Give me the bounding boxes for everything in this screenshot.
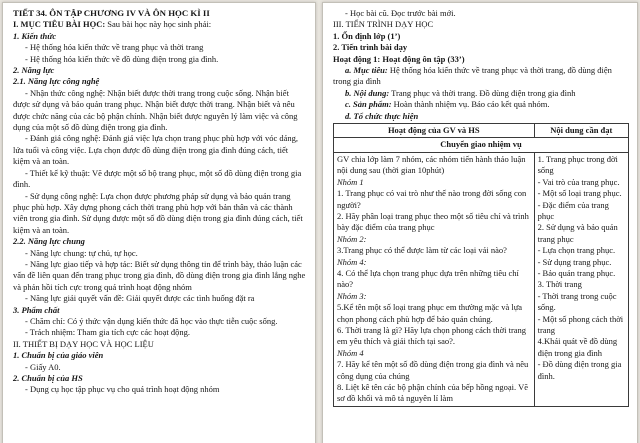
paragraph	[333, 88, 629, 99]
paragraph-text: 1. Chuẩn bị của giáo viên	[13, 350, 104, 361]
paragraph	[538, 188, 625, 199]
table-header-content: Nội dung cần đạt	[534, 124, 628, 138]
paragraph	[538, 177, 625, 188]
paragraph	[538, 154, 625, 177]
paragraph-label: a. Mục tiêu:	[345, 65, 388, 76]
document-page-right	[322, 2, 638, 443]
paragraph-text: - Chăm chỉ: Có ý thức vận dụng kiến thức đã học vào thực tiễn cuộc sống.	[25, 315, 278, 326]
table-header-row	[334, 124, 629, 138]
paragraph	[337, 302, 531, 325]
lesson-plan-table	[333, 123, 629, 407]
paragraph	[337, 359, 531, 382]
paragraph	[337, 268, 531, 291]
paragraph	[333, 31, 629, 42]
paragraph-text: 1. Kiến thức	[13, 30, 57, 41]
paragraph-text: - Đặc điểm của trang phục	[537, 199, 609, 221]
paragraph-text: Sau bài học này học sinh phải:	[107, 19, 212, 30]
paragraph	[13, 316, 307, 327]
paragraph	[333, 19, 629, 30]
paragraph	[337, 245, 531, 256]
paragraph-text: - Vai trò của trang phục.	[537, 176, 620, 187]
paragraph	[337, 257, 531, 268]
paragraph	[13, 54, 307, 65]
paragraph-text: - Sử dụng trang phục.	[537, 256, 612, 267]
paragraph-text: - Đồ dùng điện trong gia đình.	[537, 359, 622, 381]
paragraph	[337, 291, 531, 302]
paragraph-text: - Học bài cũ. Đọc trước bài mới.	[345, 8, 456, 18]
table-cell-activities	[334, 152, 535, 406]
paragraph	[13, 327, 307, 338]
paragraph-text: - Năng lực giải quyết vấn đề: Giải quyết được các tình huống đặt ra	[25, 293, 255, 304]
paragraph-text: II. THIẾT BỊ DẠY HỌC VÀ HỌC LIỆU	[13, 338, 154, 349]
paragraph-text: 4. Có thể lựa chọn trang phục dựa trên những tiêu chí nào?	[337, 267, 519, 290]
paragraph-text: 2. Chuẩn bị của HS	[13, 373, 83, 383]
paragraph	[337, 234, 531, 245]
paragraph	[333, 42, 629, 53]
paragraph	[337, 154, 531, 177]
paragraph-text: Nhóm 3:	[337, 290, 367, 301]
paragraph	[13, 236, 307, 247]
paragraph-text: - Một số loại trang phục.	[537, 188, 622, 199]
paragraph-text: - Thời trang trong cuộc sống.	[537, 290, 617, 313]
paragraph	[13, 373, 307, 384]
paragraph-text: 1. Ổn định lớp (1’)	[333, 30, 401, 41]
paragraph-label: b. Nội dung:	[345, 87, 390, 98]
paragraph-text: 5.Kể tên một số loại trang phục em thường mặc và lựa chọn phong cách phù hợp để bảo quản chúng.	[337, 302, 523, 324]
paragraph-text: - Thiết kế kỹ thuật: Vẽ được một số bộ trang phục, một số đồ dùng điện trong gia đình.	[13, 167, 302, 190]
paragraph	[13, 133, 307, 167]
paragraph	[13, 88, 307, 134]
paragraph	[333, 65, 629, 88]
paragraph-text: - Hệ thống hóa kiến thức về đồ dùng điện trong gia đình.	[25, 53, 219, 64]
paragraph-text: 2. Tiến trình bài dạy	[333, 42, 408, 53]
paragraph	[538, 291, 625, 314]
paragraph	[337, 211, 531, 234]
paragraph	[333, 99, 629, 110]
paragraph-text: 2. Sử dụng và bảo quản trang phục	[537, 222, 618, 244]
paragraph	[337, 188, 531, 211]
paragraph	[13, 362, 307, 373]
paragraph-text: - Năng lực giao tiếp và hợp tác: Biết sử dụng thông tin để trình bày, thảo luận các vấn đề liên quan đến trang phục trong gia đình, đồ dùng điện trong gia đình lắng nghe và phản hồi tích cực trong quá trình hoạt động nhóm	[13, 258, 306, 292]
paragraph	[538, 268, 625, 279]
paragraph	[337, 177, 531, 188]
paragraph-text: GV chia lớp làm 7 nhóm, các nhóm tiến hành thảo luận nội dung sau (thời gian 10phút)	[337, 153, 526, 176]
paragraph	[538, 314, 625, 337]
paragraph	[337, 382, 531, 405]
paragraph-text: 7. Hãy kể tên một số đồ dùng điện trong gia đình và nêu công dụng của chúng	[337, 359, 529, 381]
paragraph	[538, 359, 625, 382]
paragraph	[13, 350, 307, 361]
paragraph-text: 8. Liệt kê tên các bộ phận chính của bếp hồng ngoại. Vẽ sơ đồ khối và mô tả nguyên lí làm	[337, 382, 529, 404]
table-cell-content	[534, 152, 628, 406]
paragraph-text: Nhóm 2:	[337, 233, 367, 244]
paragraph	[13, 19, 307, 30]
paragraph	[538, 222, 625, 245]
document-title: TIẾT 34. ÔN TẬP CHƯƠNG IV VÀ ÔN HỌC KÌ II	[13, 8, 210, 18]
paragraph-text: Trang phục và thời trang. Đồ dùng điện trong gia đình	[391, 87, 576, 98]
paragraph	[538, 336, 625, 359]
paragraph-text: 2.2. Năng lực chung	[13, 236, 85, 247]
paragraph-text: 2.1. Năng lực công nghệ	[13, 76, 100, 87]
paragraph-text: 2. Năng lực	[13, 65, 55, 76]
paragraph-text: Hoạt động 1: Hoạt động ôn tập (33’)	[333, 53, 465, 64]
paragraph-text: 2. Hãy phân loại trang phục theo một số tiêu chí và trình bày đặc điểm của trang phục	[337, 210, 529, 233]
paragraph	[13, 168, 307, 191]
paragraph	[333, 54, 629, 65]
paragraph-text: - Nhận thức công nghệ: Nhận biết được thời trang trong cuộc sống. Nhận biết được sử dụng và bảo quản trang phục. Nhận biết được thời trang. Nhận biết và nêu được chức năng của các bộ phận chính. Nhận biết được nguyên lý làm việc và công dụng của một số đồ dùng điện trong gia đình.	[13, 87, 298, 133]
paragraph-text: Hệ thống hóa kiến thức về trang phục và thời trang, đồ dùng điện trong gia đình	[333, 65, 612, 87]
paragraph	[13, 339, 307, 350]
paragraph	[333, 8, 629, 19]
paragraph-text: 4.Khái quát về đồ dùng điện trong gia đình	[537, 336, 618, 358]
paragraph-text: 1. Trang phục có vai trò như thế nào trong đời sống con người?	[337, 188, 527, 210]
paragraph-text: - Một số phong cách thời trang	[537, 313, 624, 335]
paragraph	[13, 259, 307, 293]
paragraph	[337, 325, 531, 348]
paragraph-text: III. TIẾN TRÌNH DẠY HỌC	[333, 19, 434, 30]
right-page-body	[333, 8, 629, 122]
paragraph-text: - Hệ thống hóa kiến thức về trang phục và thời trang	[25, 42, 204, 53]
paragraph-text: - Dụng cụ học tập phục vụ cho quá trình hoạt động nhóm	[25, 384, 220, 395]
paragraph	[538, 245, 625, 256]
paragraph	[538, 279, 625, 290]
paragraph-text: - Sử dụng công nghệ: Lựa chọn được phương pháp sử dụng và bảo quản trang phục phù hợp. Xây dựng phong cách thời trang phù hợp với bản thân và các thành viên trong gia đình. Sử dụng được một số đồ dùng điện trong gia đình đúng cách, tiết kiệm và an toàn.	[13, 190, 303, 235]
paragraph-text: - Lựa chọn trang phục.	[537, 245, 616, 256]
table-section-label: Chuyển giao nhiệm vụ	[334, 138, 629, 152]
paragraph-text: Nhóm 4	[337, 347, 364, 358]
paragraph-text: Hoàn thành nhiệm vụ. Báo cáo kết quả nhóm.	[393, 99, 550, 110]
paragraph	[13, 31, 307, 42]
paragraph-text: 1. Trang phục trong đời sống	[537, 153, 618, 176]
paragraph-text: 3. Phẩm chất	[13, 304, 60, 315]
paragraph	[538, 200, 625, 223]
table-body-row	[334, 152, 629, 406]
paragraph-label: d. Tổ chức thực hiện	[345, 110, 419, 121]
table-section-row	[334, 138, 629, 152]
paragraph	[13, 248, 307, 259]
paragraph-text: - Năng lực chung: tự chủ, tự học.	[25, 247, 138, 258]
document-page-left	[2, 2, 316, 443]
table-header-activities: Hoạt động của GV và HS	[334, 124, 535, 138]
paragraph-label: c. Sản phẩm:	[345, 99, 392, 110]
paragraph-text: 6. Thời trang là gì? Hãy lựa chọn phong cách thời trang em yêu thích và giải thích tại sao?.	[337, 324, 527, 347]
paragraph	[13, 65, 307, 76]
paragraph	[13, 191, 307, 237]
paragraph	[13, 305, 307, 316]
paragraph-label: I. MỤC TIÊU BÀI HỌC:	[13, 19, 106, 30]
paragraph	[13, 42, 307, 53]
paragraph-text: - Trách nhiệm: Tham gia tích cực các hoạt động.	[25, 327, 190, 338]
paragraph	[337, 348, 531, 359]
paragraph	[333, 111, 629, 122]
paragraph-text: Nhóm 4:	[337, 256, 367, 267]
paragraph-text: - Bảo quản trang phục.	[537, 267, 616, 278]
paragraph	[13, 293, 307, 304]
paragraph-text: 3.Trang phục có thể được làm từ các loại vải nào?	[337, 245, 507, 256]
left-page-body	[13, 19, 307, 395]
paragraph	[538, 257, 625, 268]
paragraph	[13, 76, 307, 87]
paragraph-text: 3. Thời trang	[537, 279, 582, 290]
paragraph-text: - Đánh giá công nghệ: Đánh giá việc lựa chọn trang phục phù hợp với vóc dáng, lứa tuổi và công việc. Lựa chọn được đồ dùng điện trong gia đình đúng cách, tiết kiệm và an toàn.	[13, 133, 299, 167]
paragraph-text: Nhóm 1	[337, 176, 364, 187]
paragraph-text: - Giấy A0.	[25, 361, 61, 372]
paragraph	[13, 384, 307, 395]
